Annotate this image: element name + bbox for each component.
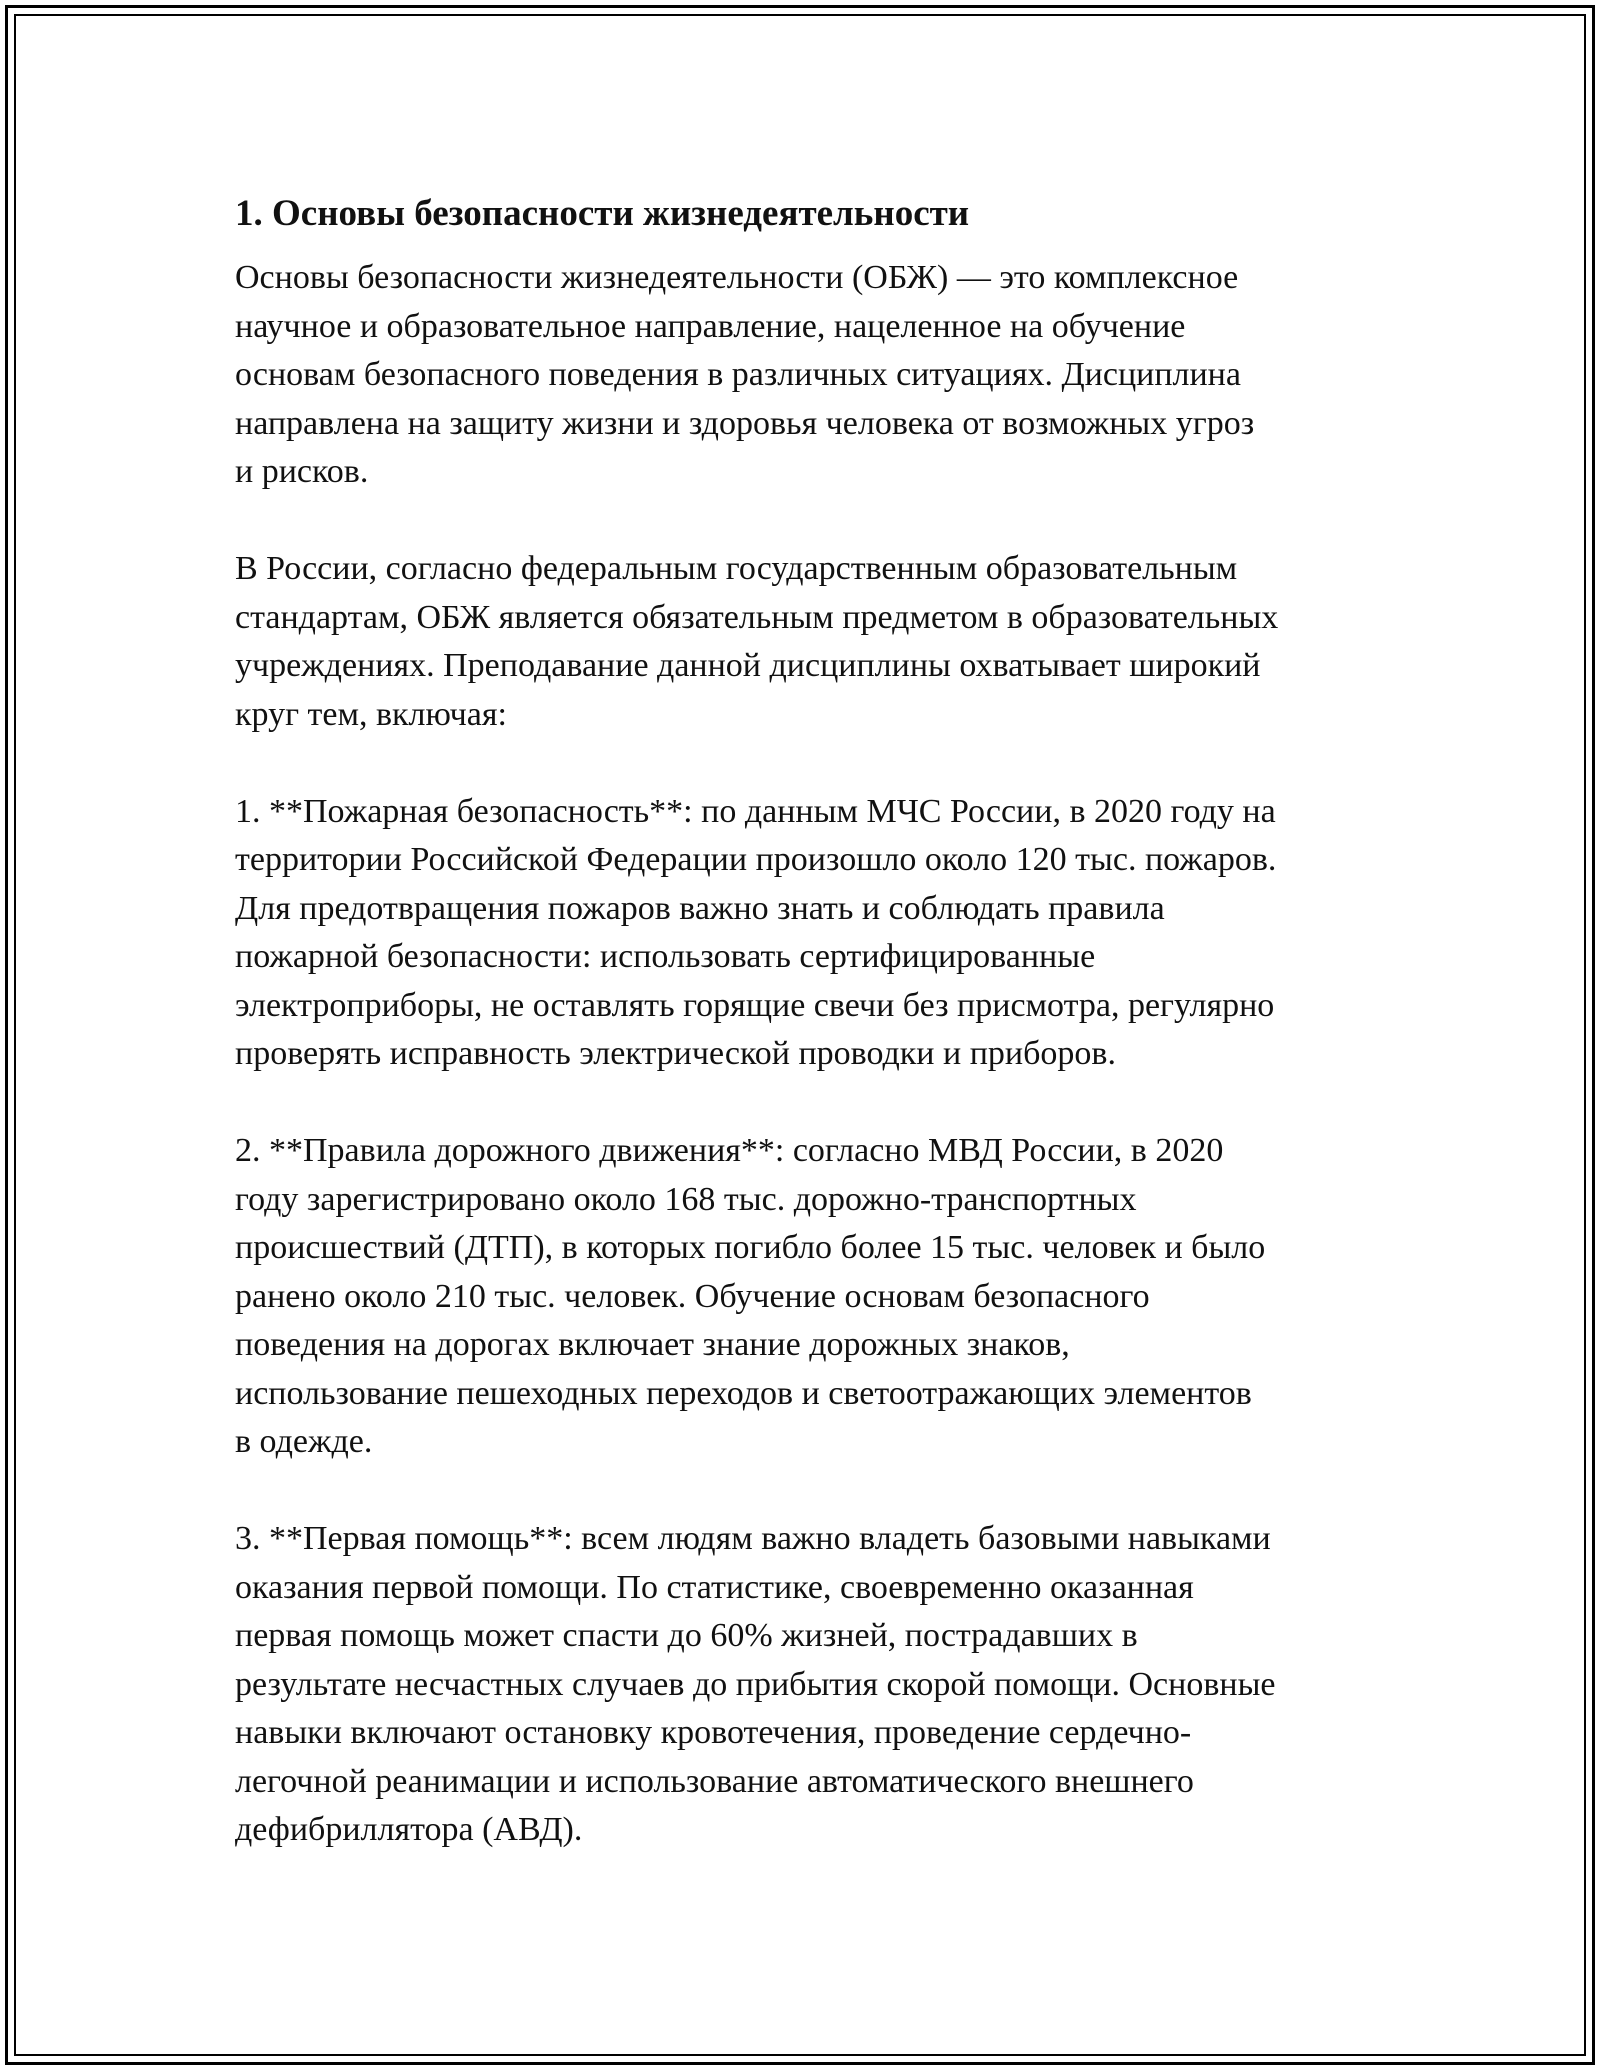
- document-body: [235, 186, 1385, 1903]
- list-item-first-aid: 3. **Первая помощь**: всем людям важно владеть базовыми навыками оказания первой помощи. По статистике, своевременно оказанная первая помощь может спасти до 60% жизней, пострадавших в результате несчастных случаев до прибытия скорой помощи. Основные навыки включают остановку кровотечения, проведение сердечно- легочной реанимации и использование автоматического внешнего дефибриллятора (АВД).: [235, 1520, 1276, 1848]
- paragraph-intro: Основы безопасности жизнедеятельности (ОБЖ) — это комплексное научное и образовательное направление, нацеленное на обучение основам безопасного поведения в различных ситуациях. Дисциплина направлена на защиту жизни и здоровья человека от возможных угроз и рисков.: [235, 259, 1255, 490]
- section-heading: 1. Основы безопасности жизнедеятельности: [235, 193, 970, 234]
- list-item-fire-safety: 1. **Пожарная безопасность**: по данным МЧС России, в 2020 году на территории Российской Федерации произошло около 120 тыс. пожаров. Для предотвращения пожаров важно знать и соблюдать правила пожарной безопасности: использовать сертифицированные электроприборы, не оставлять горящие свечи без присмотра, регулярно проверять исправность электрической проводки и приборов.: [235, 792, 1277, 1072]
- list-item-traffic-rules: 2. **Правила дорожного движения**: согласно МВД России, в 2020 году зарегистрировано около 168 тыс. дорожно-транспортных происшествий (ДТП), в которых погибло более 15 тыс. человек и было ранено около 210 тыс. человек. Обучение основам безопасного поведения на дорогах включает знание дорожных знаков, использование пешеходных переходов и светоотражающих элементов в одежде.: [235, 1132, 1266, 1460]
- paragraph-russia-standards: В России, согласно федеральным государственным образовательным стандартам, ОБЖ является обязательным предметом в образовательных учреждениях. Преподавание данной дисциплины охватывает широкий круг тем, включая:: [235, 550, 1279, 733]
